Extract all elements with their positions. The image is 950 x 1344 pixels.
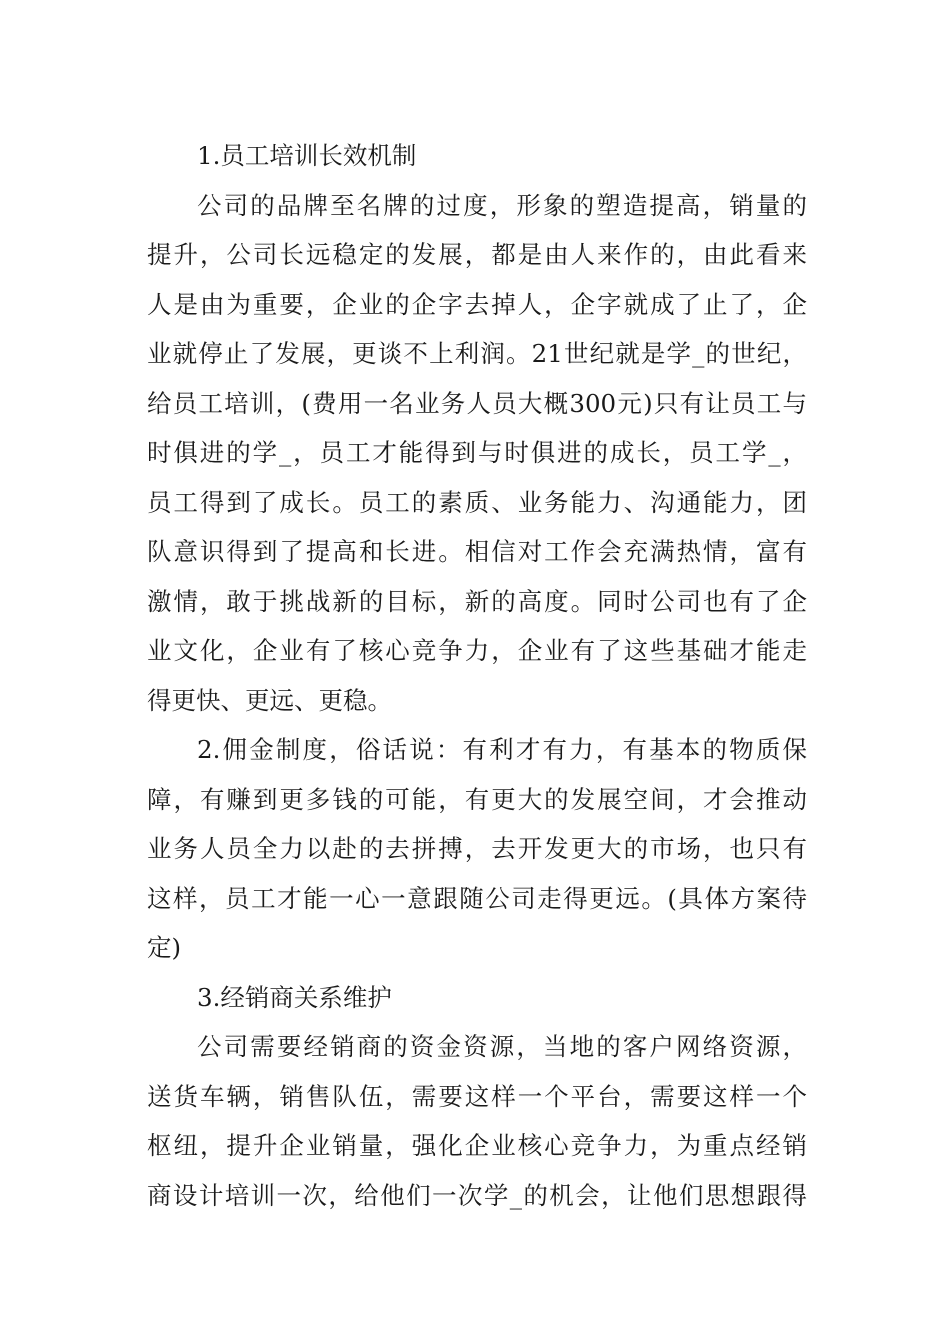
paragraph-line: 给员工培训，(费用一名业务人员大概300元)只有让员工与 xyxy=(147,388,807,418)
paragraph-line: 得更快、更远、更稳。 xyxy=(147,685,392,715)
paragraph-line: 业就停止了发展，更谈不上利润。21世纪就是学_的世纪， xyxy=(147,339,807,368)
paragraph-line: 障，有赚到更多钱的可能，有更大的发展空间，才会推动 xyxy=(147,784,807,814)
paragraph-line: 提升，公司长远稳定的发展，都是由人来作的，由此看来 xyxy=(147,240,807,269)
paragraph-line: 激情，敢于挑战新的目标，新的高度。同时公司也有了企 xyxy=(147,586,807,616)
paragraph-line: 业文化，企业有了核心竞争力，企业有了这些基础才能走 xyxy=(147,636,807,665)
paragraph-line: 公司需要经销商的资金资源，当地的客户网络资源， xyxy=(197,1032,807,1061)
paragraph-line: 公司的品牌至名牌的过度，形象的塑造提高，销量的 xyxy=(197,190,807,220)
paragraph-line: 员工得到了成长。员工的素质、业务能力、沟通能力，团 xyxy=(147,487,807,517)
paragraph-line: 业务人员全力以赴的去拼搏，去开发更大的市场，也只有 xyxy=(147,834,807,863)
section-heading: 1.员工培训长效机制 xyxy=(197,141,417,170)
paragraph-line: 枢纽，提升企业销量，强化企业核心竞争力，为重点经销 xyxy=(147,1131,807,1160)
paragraph-line: 2.佣金制度，俗话说：有利才有力，有基本的物质保 xyxy=(197,735,807,764)
paragraph-line: 商设计培训一次，给他们一次学_的机会，让他们思想跟得 xyxy=(147,1180,807,1210)
section-heading: 3.经销商关系维护 xyxy=(197,982,392,1012)
paragraph-line: 送货车辆，销售队伍，需要这样一个平台，需要这样一个 xyxy=(147,1081,807,1111)
document-body xyxy=(147,131,807,1220)
paragraph-line: 人是由为重要，企业的企字去掉人，企字就成了止了，企 xyxy=(147,289,807,319)
paragraph-line: 队意识得到了提高和长进。相信对工作会充满热情，富有 xyxy=(147,537,807,566)
paragraph-line: 定) xyxy=(147,933,182,962)
paragraph-line: 这样，员工才能一心一意跟随公司走得更远。(具体方案待 xyxy=(147,883,807,913)
paragraph-line: 时俱进的学_，员工才能得到与时俱进的成长，员工学_， xyxy=(147,438,807,467)
